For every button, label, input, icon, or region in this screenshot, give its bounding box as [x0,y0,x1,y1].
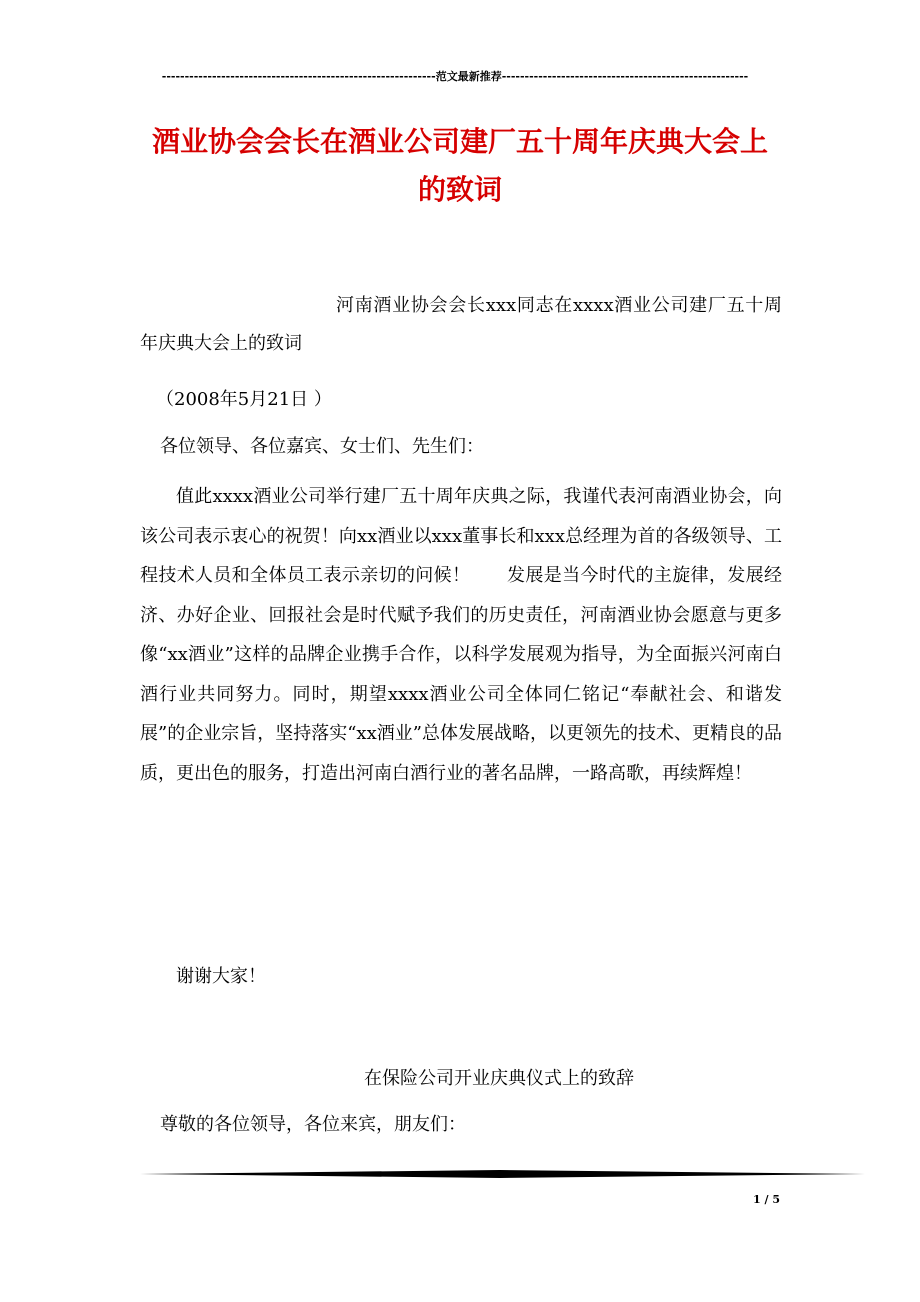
intro-paragraph: 河南酒业协会会长xxx同志在xxxx酒业公司建厂五十周年庆典大会上的致词 [140,295,782,354]
document-title [140,118,780,214]
greeting-line: 各位领导、各位嘉宾、女士们、先生们： [160,436,484,457]
section-greeting: 尊敬的各位领导，各位来宾，朋友们： [160,1114,466,1135]
thanks-line: 谢谢大家！ [176,966,266,987]
section-heading: 在保险公司开业庆典仪式上的致辞 [364,1068,634,1089]
page-number: 1 / 5 [753,1193,780,1206]
date-line: （2008年5月21日 ） [156,389,332,410]
body-paragraph: 值此xxxx酒业公司举行建厂五十周年庆典之际，我谨代表河南酒业协会，向该公司表示衷心的祝贺！向xx酒业以xxx董事长和xxx总经理为首的各级领导、工程技术人员和全体员工表示亲切的问候！ 发展是当今时代的主旋律，发展经济、办好企业、回报社会是时代赋予我们的历史责任，河南酒业协会愿意与更多像“xx酒业”这样的品牌企业携手合作，以科学发展观为指导，为全面振兴河南白酒行业共同努力。同时，期望xxxx酒业公司全体同仁铭记“奉献社会、和谐发展”的企业宗旨，坚持落实“xx酒业”总体发展战略，以更领先的技术、更精良的品质，更出色的服务，打造出河南白酒行业的著名品牌，一路高歌，再续辉煌！ [140,486,782,784]
page-header: ------------------------------------------------------------范文最新推荐------------------------------------------------------ [161,70,749,83]
title-line-2: 的致词 [417,173,502,206]
footer-rule [140,1170,865,1178]
title-line-1: 酒业协会会长在酒业公司建厂五十周年庆典大会上 [151,125,768,158]
